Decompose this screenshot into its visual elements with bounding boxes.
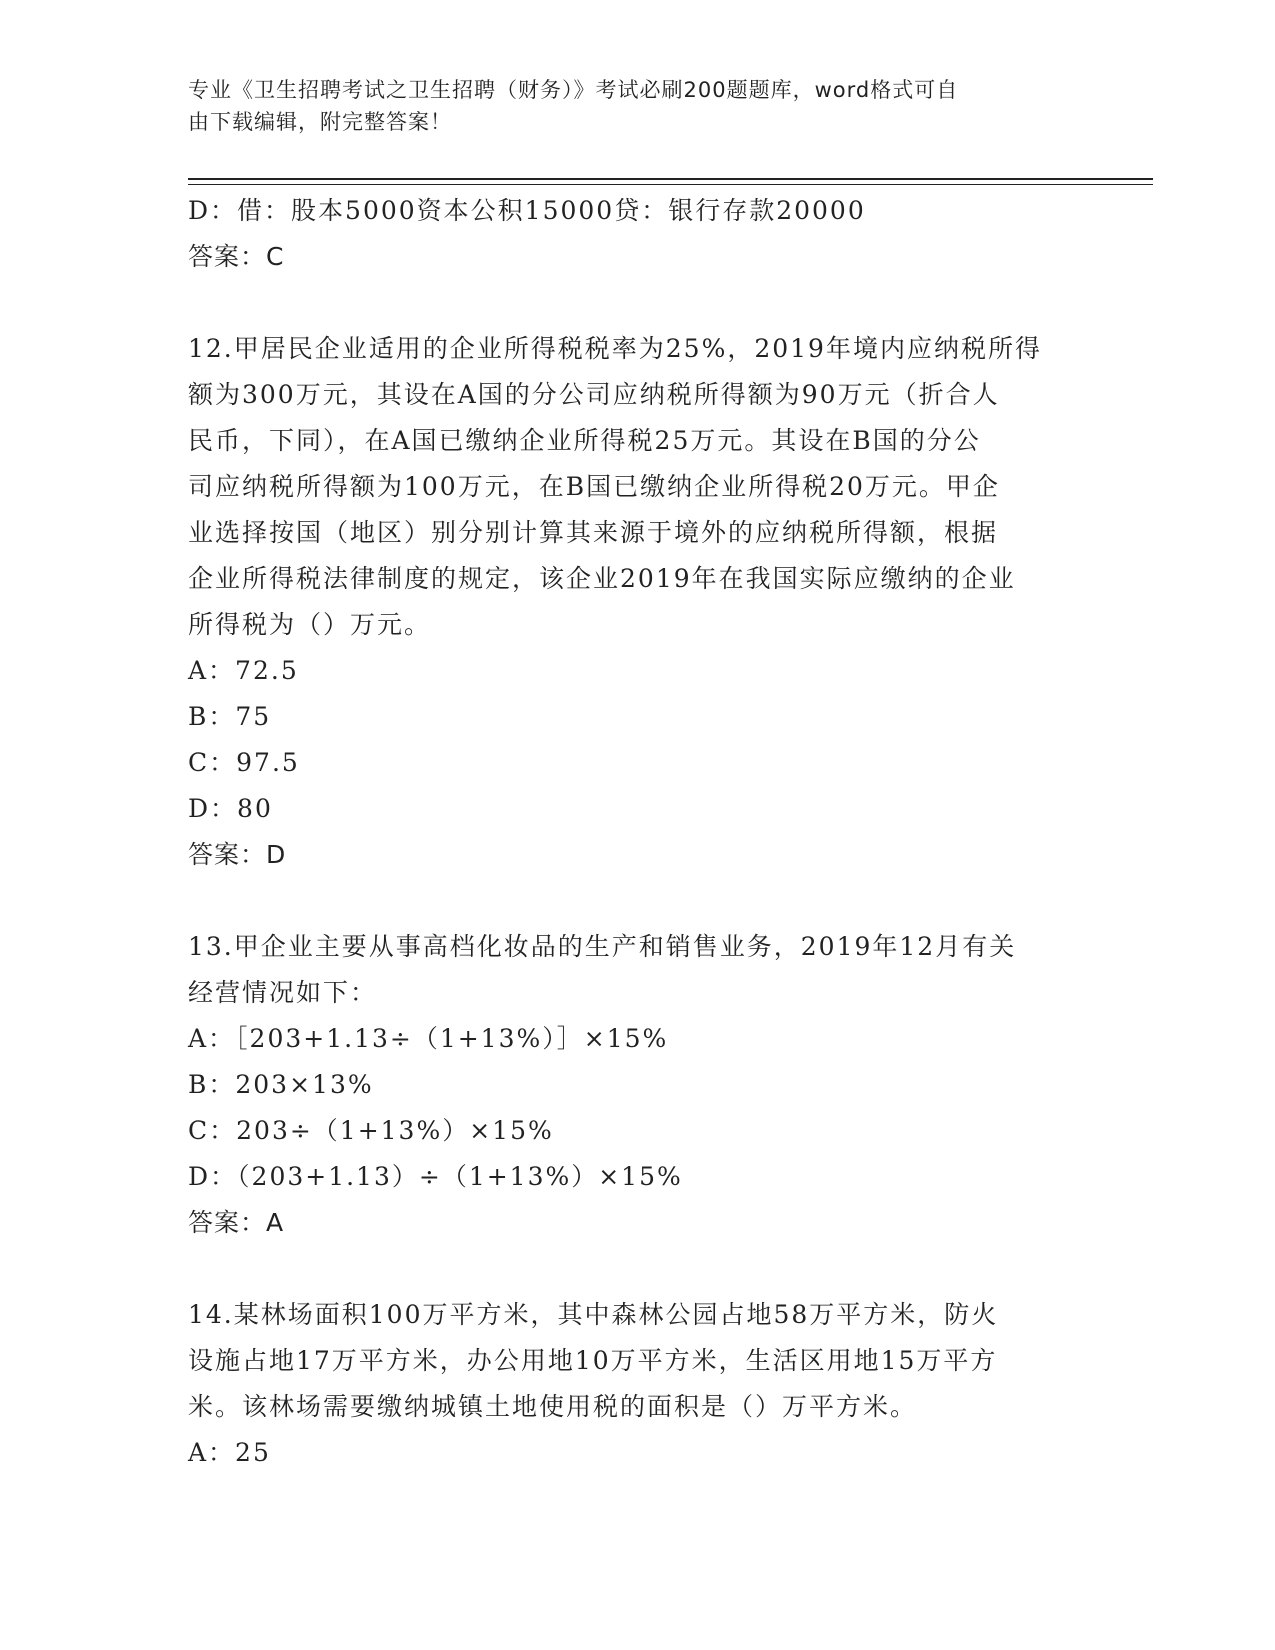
question-13 (188, 924, 1078, 1246)
answer: 答案：D (188, 840, 287, 869)
question-line: 经营情况如下： (188, 978, 378, 1007)
question-12 (188, 326, 1078, 878)
prev-option-d: D：借：股本5000资本公积15000贷：银行存款20000 (188, 196, 866, 225)
question-line: 额为300万元，其设在A国的分公司应纳税所得额为90万元（折合人 (188, 380, 1000, 409)
question-line: 12.甲居民企业适用的企业所得税税率为25%，2019年境内应纳税所得 (188, 334, 1042, 363)
question-line: 所得税为（）万元。 (188, 610, 432, 639)
header-line-2: 由下载编辑，附完整答案！ (188, 110, 452, 134)
spacer (188, 280, 1078, 326)
question-line: 设施占地17万平方米，办公用地10万平方米，生活区用地15万平方 (188, 1346, 998, 1375)
option-c: C：97.5 (188, 748, 300, 777)
spacer (188, 1246, 1078, 1292)
option-b: B：203×13% (188, 1070, 374, 1099)
header-divider-thick (188, 178, 1153, 180)
question-line: 民币，下同），在A国已缴纳企业所得税25万元。其设在B国的分公 (188, 426, 981, 455)
option-b: B：75 (188, 702, 272, 731)
question-line: 米。该林场需要缴纳城镇土地使用税的面积是（）万平方米。 (188, 1392, 918, 1421)
document-header (188, 74, 1088, 138)
spacer (188, 878, 1078, 924)
header-line-1: 专业《卫生招聘考试之卫生招聘（财务）》考试必刷200题题库，word格式可自 (188, 78, 959, 102)
option-a: A：［203+1.13÷（1+13%）］×15% (188, 1024, 669, 1053)
document-body (188, 188, 1078, 1476)
prev-answer: 答案：C (188, 242, 285, 271)
question-line: 14.某林场面积100万平方米，其中森林公园占地58万平方米，防火 (188, 1300, 999, 1329)
answer: 答案：A (188, 1208, 285, 1237)
question-line: 业选择按国（地区）别分别计算其来源于境外的应纳税所得额，根据 (188, 518, 999, 547)
option-c: C：203÷（1+13%）×15% (188, 1116, 554, 1145)
question-line: 企业所得税法律制度的规定，该企业2019年在我国实际应缴纳的企业 (188, 564, 1016, 593)
option-d: D：（203+1.13）÷（1+13%）×15% (188, 1162, 683, 1191)
question-14 (188, 1292, 1078, 1476)
question-line: 司应纳税所得额为100万元，在B国已缴纳企业所得税20万元。甲企 (188, 472, 1000, 501)
question-line: 13.甲企业主要从事高档化妆品的生产和销售业务，2019年12月有关 (188, 932, 1017, 961)
option-a: A：25 (188, 1438, 271, 1467)
header-divider-thin (188, 184, 1153, 185)
option-d: D：80 (188, 794, 273, 823)
option-a: A：72.5 (188, 656, 299, 685)
